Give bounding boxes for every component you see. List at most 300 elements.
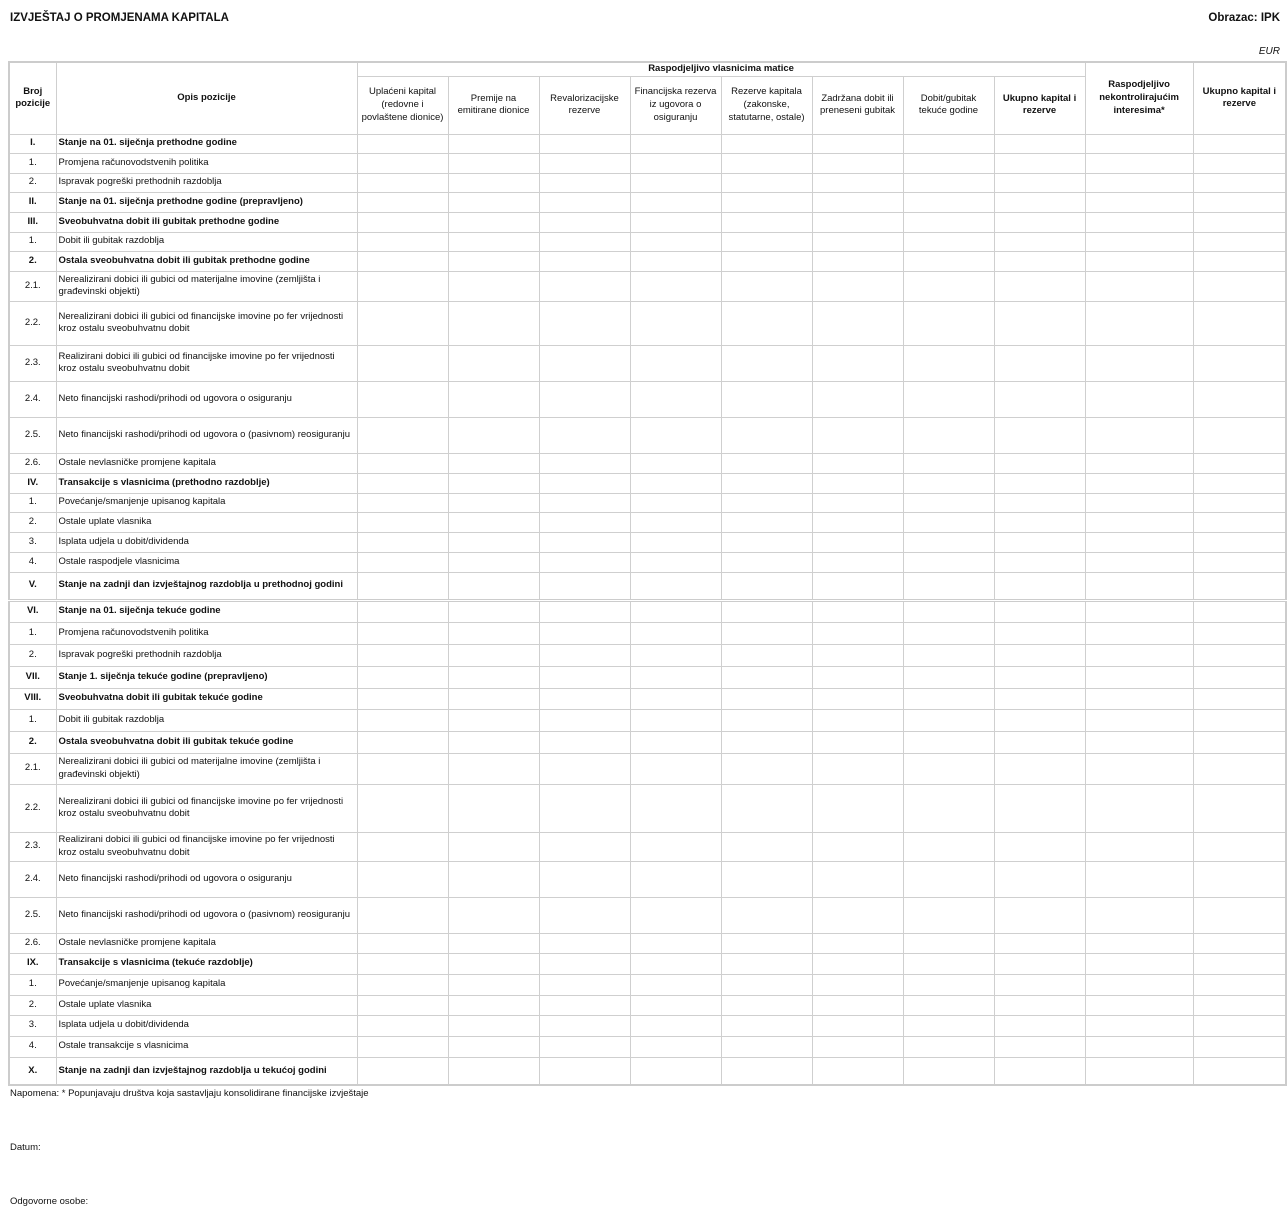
value-cell[interactable]: [903, 532, 994, 552]
value-cell[interactable]: [1193, 192, 1286, 212]
value-cell[interactable]: [903, 572, 994, 600]
value-cell[interactable]: [812, 493, 903, 512]
value-cell[interactable]: [630, 453, 721, 473]
value-cell[interactable]: [903, 381, 994, 417]
value-cell[interactable]: [448, 251, 539, 271]
value-cell[interactable]: [357, 897, 448, 933]
value-cell[interactable]: [994, 709, 1085, 731]
value-cell[interactable]: [994, 666, 1085, 688]
value-cell[interactable]: [721, 473, 812, 493]
value-cell[interactable]: [903, 784, 994, 832]
value-cell[interactable]: [721, 933, 812, 953]
value-cell[interactable]: [448, 572, 539, 600]
value-cell[interactable]: [994, 861, 1085, 897]
value-cell[interactable]: [630, 1015, 721, 1036]
value-cell[interactable]: [1085, 301, 1193, 345]
value-cell[interactable]: [994, 301, 1085, 345]
value-cell[interactable]: [721, 666, 812, 688]
value-cell[interactable]: [630, 572, 721, 600]
value-cell[interactable]: [812, 666, 903, 688]
value-cell[interactable]: [994, 512, 1085, 532]
value-cell[interactable]: [812, 271, 903, 301]
value-cell[interactable]: [630, 897, 721, 933]
value-cell[interactable]: [1085, 512, 1193, 532]
value-cell[interactable]: [1193, 512, 1286, 532]
value-cell[interactable]: [1193, 1057, 1286, 1085]
value-cell[interactable]: [448, 381, 539, 417]
value-cell[interactable]: [721, 271, 812, 301]
value-cell[interactable]: [448, 1036, 539, 1057]
value-cell[interactable]: [721, 897, 812, 933]
value-cell[interactable]: [903, 688, 994, 709]
value-cell[interactable]: [994, 173, 1085, 192]
value-cell[interactable]: [357, 753, 448, 784]
value-cell[interactable]: [903, 552, 994, 572]
value-cell[interactable]: [721, 552, 812, 572]
value-cell[interactable]: [721, 512, 812, 532]
value-cell[interactable]: [1085, 417, 1193, 453]
value-cell[interactable]: [1193, 381, 1286, 417]
value-cell[interactable]: [630, 473, 721, 493]
value-cell[interactable]: [903, 600, 994, 622]
value-cell[interactable]: [357, 153, 448, 173]
value-cell[interactable]: [903, 271, 994, 301]
value-cell[interactable]: [357, 134, 448, 153]
value-cell[interactable]: [448, 512, 539, 532]
value-cell[interactable]: [448, 134, 539, 153]
value-cell[interactable]: [812, 532, 903, 552]
value-cell[interactable]: [357, 192, 448, 212]
value-cell[interactable]: [1085, 731, 1193, 753]
value-cell[interactable]: [994, 897, 1085, 933]
value-cell[interactable]: [1193, 995, 1286, 1015]
value-cell[interactable]: [539, 417, 630, 453]
value-cell[interactable]: [903, 666, 994, 688]
value-cell[interactable]: [357, 666, 448, 688]
value-cell[interactable]: [539, 753, 630, 784]
value-cell[interactable]: [721, 974, 812, 995]
value-cell[interactable]: [1085, 861, 1193, 897]
value-cell[interactable]: [1193, 473, 1286, 493]
value-cell[interactable]: [721, 301, 812, 345]
value-cell[interactable]: [357, 622, 448, 644]
value-cell[interactable]: [539, 301, 630, 345]
value-cell[interactable]: [448, 753, 539, 784]
value-cell[interactable]: [721, 192, 812, 212]
value-cell[interactable]: [721, 153, 812, 173]
value-cell[interactable]: [994, 933, 1085, 953]
value-cell[interactable]: [1085, 622, 1193, 644]
value-cell[interactable]: [903, 345, 994, 381]
value-cell[interactable]: [812, 995, 903, 1015]
value-cell[interactable]: [448, 417, 539, 453]
value-cell[interactable]: [994, 417, 1085, 453]
value-cell[interactable]: [448, 622, 539, 644]
value-cell[interactable]: [721, 532, 812, 552]
value-cell[interactable]: [903, 301, 994, 345]
value-cell[interactable]: [1085, 271, 1193, 301]
value-cell[interactable]: [448, 600, 539, 622]
value-cell[interactable]: [812, 212, 903, 232]
value-cell[interactable]: [994, 232, 1085, 251]
value-cell[interactable]: [630, 417, 721, 453]
value-cell[interactable]: [630, 212, 721, 232]
value-cell[interactable]: [994, 271, 1085, 301]
value-cell[interactable]: [539, 493, 630, 512]
value-cell[interactable]: [721, 381, 812, 417]
value-cell[interactable]: [903, 897, 994, 933]
value-cell[interactable]: [357, 1036, 448, 1057]
value-cell[interactable]: [357, 784, 448, 832]
value-cell[interactable]: [539, 974, 630, 995]
value-cell[interactable]: [357, 173, 448, 192]
value-cell[interactable]: [539, 381, 630, 417]
value-cell[interactable]: [1193, 271, 1286, 301]
value-cell[interactable]: [721, 995, 812, 1015]
value-cell[interactable]: [812, 232, 903, 251]
value-cell[interactable]: [539, 832, 630, 861]
value-cell[interactable]: [1085, 345, 1193, 381]
value-cell[interactable]: [539, 473, 630, 493]
value-cell[interactable]: [721, 173, 812, 192]
value-cell[interactable]: [1085, 1015, 1193, 1036]
value-cell[interactable]: [812, 644, 903, 666]
value-cell[interactable]: [903, 974, 994, 995]
value-cell[interactable]: [1193, 731, 1286, 753]
value-cell[interactable]: [721, 251, 812, 271]
value-cell[interactable]: [630, 933, 721, 953]
value-cell[interactable]: [539, 552, 630, 572]
value-cell[interactable]: [903, 453, 994, 473]
value-cell[interactable]: [630, 232, 721, 251]
value-cell[interactable]: [539, 897, 630, 933]
value-cell[interactable]: [812, 134, 903, 153]
value-cell[interactable]: [903, 709, 994, 731]
value-cell[interactable]: [357, 974, 448, 995]
value-cell[interactable]: [721, 345, 812, 381]
value-cell[interactable]: [539, 644, 630, 666]
value-cell[interactable]: [630, 974, 721, 995]
value-cell[interactable]: [812, 1036, 903, 1057]
value-cell[interactable]: [1085, 784, 1193, 832]
value-cell[interactable]: [539, 861, 630, 897]
value-cell[interactable]: [357, 493, 448, 512]
value-cell[interactable]: [357, 232, 448, 251]
value-cell[interactable]: [994, 688, 1085, 709]
value-cell[interactable]: [1193, 453, 1286, 473]
value-cell[interactable]: [539, 688, 630, 709]
value-cell[interactable]: [1193, 974, 1286, 995]
value-cell[interactable]: [903, 232, 994, 251]
value-cell[interactable]: [448, 974, 539, 995]
value-cell[interactable]: [448, 173, 539, 192]
value-cell[interactable]: [812, 512, 903, 532]
value-cell[interactable]: [903, 832, 994, 861]
value-cell[interactable]: [357, 995, 448, 1015]
value-cell[interactable]: [539, 532, 630, 552]
value-cell[interactable]: [903, 493, 994, 512]
value-cell[interactable]: [630, 271, 721, 301]
value-cell[interactable]: [721, 753, 812, 784]
value-cell[interactable]: [630, 153, 721, 173]
value-cell[interactable]: [539, 1057, 630, 1085]
value-cell[interactable]: [630, 753, 721, 784]
value-cell[interactable]: [903, 861, 994, 897]
value-cell[interactable]: [994, 251, 1085, 271]
value-cell[interactable]: [357, 731, 448, 753]
value-cell[interactable]: [539, 153, 630, 173]
value-cell[interactable]: [1193, 212, 1286, 232]
value-cell[interactable]: [1085, 600, 1193, 622]
value-cell[interactable]: [812, 753, 903, 784]
value-cell[interactable]: [721, 232, 812, 251]
value-cell[interactable]: [357, 832, 448, 861]
value-cell[interactable]: [539, 784, 630, 832]
value-cell[interactable]: [812, 832, 903, 861]
value-cell[interactable]: [903, 134, 994, 153]
value-cell[interactable]: [357, 953, 448, 974]
value-cell[interactable]: [357, 1015, 448, 1036]
value-cell[interactable]: [812, 345, 903, 381]
value-cell[interactable]: [539, 212, 630, 232]
value-cell[interactable]: [812, 953, 903, 974]
value-cell[interactable]: [448, 953, 539, 974]
value-cell[interactable]: [721, 784, 812, 832]
value-cell[interactable]: [1193, 232, 1286, 251]
value-cell[interactable]: [357, 1057, 448, 1085]
value-cell[interactable]: [630, 493, 721, 512]
value-cell[interactable]: [812, 153, 903, 173]
value-cell[interactable]: [357, 532, 448, 552]
value-cell[interactable]: [357, 381, 448, 417]
value-cell[interactable]: [357, 271, 448, 301]
value-cell[interactable]: [448, 784, 539, 832]
value-cell[interactable]: [721, 600, 812, 622]
value-cell[interactable]: [903, 622, 994, 644]
value-cell[interactable]: [1085, 666, 1193, 688]
value-cell[interactable]: [539, 192, 630, 212]
value-cell[interactable]: [994, 995, 1085, 1015]
value-cell[interactable]: [994, 134, 1085, 153]
value-cell[interactable]: [721, 1057, 812, 1085]
value-cell[interactable]: [357, 251, 448, 271]
value-cell[interactable]: [994, 572, 1085, 600]
value-cell[interactable]: [812, 731, 903, 753]
value-cell[interactable]: [812, 709, 903, 731]
value-cell[interactable]: [994, 600, 1085, 622]
value-cell[interactable]: [903, 173, 994, 192]
value-cell[interactable]: [448, 1057, 539, 1085]
value-cell[interactable]: [903, 212, 994, 232]
value-cell[interactable]: [994, 212, 1085, 232]
value-cell[interactable]: [1085, 688, 1193, 709]
value-cell[interactable]: [812, 1057, 903, 1085]
value-cell[interactable]: [721, 731, 812, 753]
value-cell[interactable]: [539, 600, 630, 622]
value-cell[interactable]: [1085, 473, 1193, 493]
value-cell[interactable]: [812, 897, 903, 933]
value-cell[interactable]: [1193, 417, 1286, 453]
value-cell[interactable]: [903, 995, 994, 1015]
value-cell[interactable]: [1193, 532, 1286, 552]
value-cell[interactable]: [448, 153, 539, 173]
value-cell[interactable]: [448, 861, 539, 897]
value-cell[interactable]: [630, 301, 721, 345]
value-cell[interactable]: [812, 572, 903, 600]
value-cell[interactable]: [903, 731, 994, 753]
value-cell[interactable]: [539, 572, 630, 600]
value-cell[interactable]: [812, 600, 903, 622]
value-cell[interactable]: [630, 345, 721, 381]
value-cell[interactable]: [994, 493, 1085, 512]
value-cell[interactable]: [721, 622, 812, 644]
value-cell[interactable]: [1085, 453, 1193, 473]
value-cell[interactable]: [721, 861, 812, 897]
value-cell[interactable]: [1193, 832, 1286, 861]
value-cell[interactable]: [1193, 552, 1286, 572]
value-cell[interactable]: [1085, 192, 1193, 212]
value-cell[interactable]: [448, 192, 539, 212]
value-cell[interactable]: [448, 212, 539, 232]
value-cell[interactable]: [630, 512, 721, 532]
value-cell[interactable]: [1193, 709, 1286, 731]
value-cell[interactable]: [903, 953, 994, 974]
value-cell[interactable]: [812, 1015, 903, 1036]
value-cell[interactable]: [721, 1015, 812, 1036]
value-cell[interactable]: [357, 512, 448, 532]
value-cell[interactable]: [630, 731, 721, 753]
value-cell[interactable]: [630, 784, 721, 832]
value-cell[interactable]: [1193, 666, 1286, 688]
value-cell[interactable]: [357, 688, 448, 709]
value-cell[interactable]: [1085, 974, 1193, 995]
value-cell[interactable]: [994, 381, 1085, 417]
value-cell[interactable]: [1085, 995, 1193, 1015]
value-cell[interactable]: [539, 251, 630, 271]
value-cell[interactable]: [630, 861, 721, 897]
value-cell[interactable]: [721, 644, 812, 666]
value-cell[interactable]: [448, 688, 539, 709]
value-cell[interactable]: [1193, 134, 1286, 153]
value-cell[interactable]: [448, 897, 539, 933]
value-cell[interactable]: [903, 1015, 994, 1036]
value-cell[interactable]: [994, 1036, 1085, 1057]
value-cell[interactable]: [994, 953, 1085, 974]
value-cell[interactable]: [539, 622, 630, 644]
value-cell[interactable]: [357, 644, 448, 666]
value-cell[interactable]: [1085, 753, 1193, 784]
value-cell[interactable]: [630, 552, 721, 572]
value-cell[interactable]: [721, 688, 812, 709]
value-cell[interactable]: [812, 453, 903, 473]
value-cell[interactable]: [448, 709, 539, 731]
value-cell[interactable]: [903, 512, 994, 532]
value-cell[interactable]: [994, 974, 1085, 995]
value-cell[interactable]: [1193, 1036, 1286, 1057]
value-cell[interactable]: [1193, 251, 1286, 271]
value-cell[interactable]: [630, 688, 721, 709]
value-cell[interactable]: [1085, 572, 1193, 600]
value-cell[interactable]: [630, 953, 721, 974]
value-cell[interactable]: [1085, 832, 1193, 861]
value-cell[interactable]: [448, 301, 539, 345]
value-cell[interactable]: [630, 173, 721, 192]
value-cell[interactable]: [1193, 572, 1286, 600]
value-cell[interactable]: [539, 953, 630, 974]
value-cell[interactable]: [1193, 953, 1286, 974]
value-cell[interactable]: [1085, 173, 1193, 192]
value-cell[interactable]: [448, 552, 539, 572]
value-cell[interactable]: [448, 232, 539, 251]
value-cell[interactable]: [994, 832, 1085, 861]
value-cell[interactable]: [539, 345, 630, 381]
value-cell[interactable]: [812, 381, 903, 417]
value-cell[interactable]: [539, 173, 630, 192]
value-cell[interactable]: [630, 995, 721, 1015]
value-cell[interactable]: [994, 473, 1085, 493]
value-cell[interactable]: [539, 995, 630, 1015]
value-cell[interactable]: [1085, 897, 1193, 933]
value-cell[interactable]: [721, 134, 812, 153]
value-cell[interactable]: [1193, 753, 1286, 784]
value-cell[interactable]: [630, 134, 721, 153]
value-cell[interactable]: [721, 453, 812, 473]
value-cell[interactable]: [448, 731, 539, 753]
value-cell[interactable]: [630, 192, 721, 212]
value-cell[interactable]: [994, 753, 1085, 784]
value-cell[interactable]: [1085, 552, 1193, 572]
value-cell[interactable]: [721, 493, 812, 512]
value-cell[interactable]: [1085, 953, 1193, 974]
value-cell[interactable]: [812, 552, 903, 572]
value-cell[interactable]: [448, 271, 539, 301]
value-cell[interactable]: [721, 572, 812, 600]
value-cell[interactable]: [903, 417, 994, 453]
value-cell[interactable]: [539, 232, 630, 251]
value-cell[interactable]: [1193, 861, 1286, 897]
value-cell[interactable]: [1193, 600, 1286, 622]
value-cell[interactable]: [539, 512, 630, 532]
value-cell[interactable]: [1085, 532, 1193, 552]
value-cell[interactable]: [812, 417, 903, 453]
value-cell[interactable]: [994, 345, 1085, 381]
value-cell[interactable]: [448, 473, 539, 493]
value-cell[interactable]: [539, 666, 630, 688]
value-cell[interactable]: [721, 832, 812, 861]
value-cell[interactable]: [1085, 134, 1193, 153]
value-cell[interactable]: [357, 709, 448, 731]
value-cell[interactable]: [539, 134, 630, 153]
value-cell[interactable]: [721, 953, 812, 974]
value-cell[interactable]: [1085, 1057, 1193, 1085]
value-cell[interactable]: [357, 417, 448, 453]
value-cell[interactable]: [903, 153, 994, 173]
value-cell[interactable]: [630, 622, 721, 644]
value-cell[interactable]: [1085, 1036, 1193, 1057]
value-cell[interactable]: [357, 453, 448, 473]
value-cell[interactable]: [357, 552, 448, 572]
value-cell[interactable]: [357, 600, 448, 622]
value-cell[interactable]: [994, 552, 1085, 572]
value-cell[interactable]: [448, 644, 539, 666]
value-cell[interactable]: [721, 1036, 812, 1057]
value-cell[interactable]: [448, 532, 539, 552]
value-cell[interactable]: [1085, 381, 1193, 417]
value-cell[interactable]: [630, 251, 721, 271]
value-cell[interactable]: [357, 572, 448, 600]
value-cell[interactable]: [357, 861, 448, 897]
value-cell[interactable]: [1193, 784, 1286, 832]
